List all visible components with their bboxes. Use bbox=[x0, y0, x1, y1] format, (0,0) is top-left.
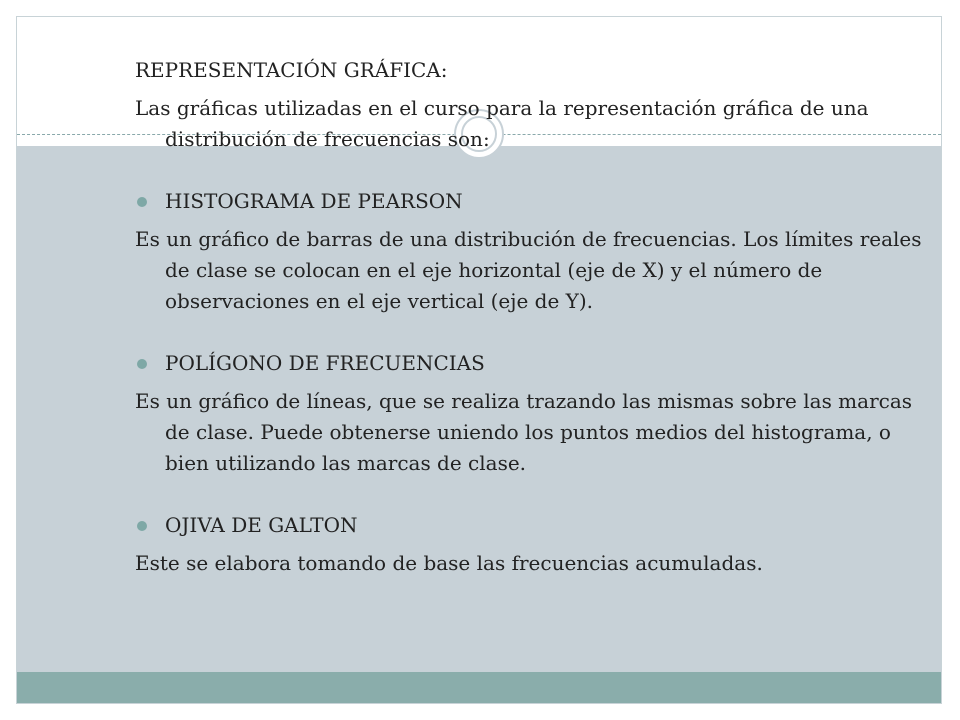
slide-title: REPRESENTACIÓN GRÁFICA: bbox=[135, 58, 448, 82]
section-poligono bbox=[135, 348, 935, 479]
bullet-icon bbox=[137, 521, 147, 531]
bullet-label: OJIVA DE GALTON bbox=[165, 513, 358, 537]
bullet-item bbox=[135, 186, 935, 217]
bullet-label: HISTOGRAMA DE PEARSON bbox=[165, 189, 463, 213]
section-histograma bbox=[135, 186, 935, 317]
bullet-label: POLÍGONO DE FRECUENCIAS bbox=[165, 351, 485, 375]
intro-paragraph: Las gráficas utilizadas en el curso para la representación gráfica de una distribución de frecuencias son: bbox=[135, 96, 869, 151]
section-ojiva bbox=[135, 510, 935, 579]
bullet-item bbox=[135, 348, 935, 379]
section-text: Este se elabora tomando de base las frecuencias acumuladas. bbox=[135, 551, 763, 575]
bullet-item bbox=[135, 510, 935, 541]
bullet-icon bbox=[137, 359, 147, 369]
bullet-icon bbox=[137, 197, 147, 207]
section-text: Es un gráfico de barras de una distribución de frecuencias. Los límites reales de clase se colocan en el eje horizontal (eje de X) y el número de observaciones en el eje vertical (eje de Y). bbox=[135, 227, 922, 313]
slide bbox=[16, 16, 942, 704]
slide-content bbox=[135, 55, 935, 579]
section-text: Es un gráfico de líneas, que se realiza trazando las mismas sobre las marcas de clase. Puede obtenerse uniendo los puntos medios del histograma, o bien utilizando las marcas de clase. bbox=[135, 389, 913, 475]
footer-band bbox=[17, 672, 941, 704]
